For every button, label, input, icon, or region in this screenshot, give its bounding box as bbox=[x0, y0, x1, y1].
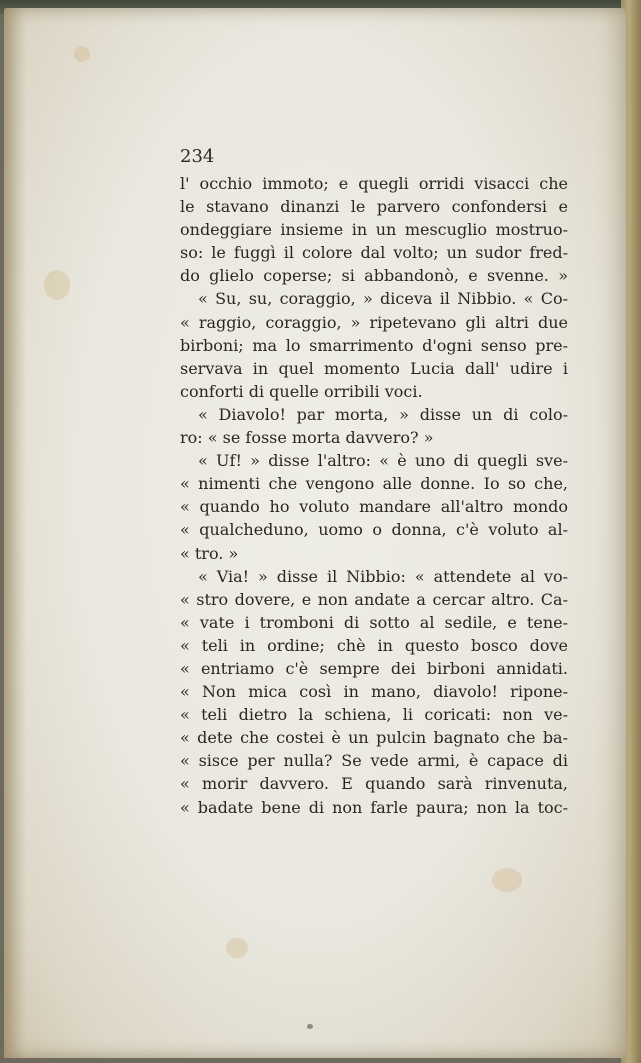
text-line: « Uf! » disse l'altro: « è uno di quegli sve- bbox=[198, 451, 568, 471]
text-line: « Non mica così in mano, diavolo! ripone- bbox=[180, 682, 568, 702]
text-line: « Via! » disse il Nibbio: « attendete al vo- bbox=[198, 566, 568, 586]
text-line: « badate bene di non farle paura; non la toc- bbox=[180, 797, 568, 817]
page-ornament bbox=[307, 1024, 313, 1029]
text-line: le stavano dinanzi le parvero confondersi e bbox=[180, 197, 568, 217]
text-line: birboni; ma lo smarrimento d'ogni senso pre- bbox=[180, 335, 568, 355]
text-line: « Diavolo! par morta, » disse un di colo- bbox=[198, 404, 568, 424]
text-line: « entriamo c'è sempre dei birboni annidati. bbox=[180, 658, 568, 678]
text-line: « quando ho voluto mandare all'altro mondo bbox=[180, 497, 568, 517]
text-line: conforti di quelle orribili voci. bbox=[180, 381, 423, 401]
text-line: « qualcheduno, uomo o donna, c'è voluto al- bbox=[180, 520, 568, 540]
text-line: « Su, su, coraggio, » diceva il Nibbio. « Co- bbox=[198, 289, 568, 309]
text-line: « sisce per nulla? Se vede armi, è capace di bbox=[180, 751, 568, 771]
text-line: « tro. » bbox=[180, 543, 239, 563]
page-number: 234 bbox=[180, 146, 215, 167]
text-line: « dete che costei è un pulcin bagnato che ba- bbox=[180, 728, 568, 748]
text-line: « raggio, coraggio, » ripetevano gli altri due bbox=[180, 312, 568, 332]
text-line: do glielo coperse; si abbandonò, e svenne. » bbox=[180, 266, 568, 286]
text-line: l' occhio immoto; e quegli orridi visacci che bbox=[180, 174, 568, 193]
text-line: « teli in ordine; chè in questo bosco dove bbox=[180, 635, 568, 655]
text-line: « stro dovere, e non andate a cercar altro. Ca- bbox=[180, 589, 568, 609]
page-text bbox=[180, 172, 568, 819]
text-line: « teli dietro la schiena, li coricati: non ve- bbox=[180, 705, 568, 725]
text-line: « morir davvero. E quando sarà rinvenuta, bbox=[180, 774, 568, 794]
text-line: « vate i tromboni di sotto al sedile, e tene- bbox=[180, 612, 568, 632]
paper-stain bbox=[492, 868, 522, 892]
text-line: servava in quel momento Lucia dall' udire i bbox=[180, 358, 568, 378]
text-line: so: le fuggì il colore dal volto; un sudor fred- bbox=[180, 243, 568, 263]
paper-stain bbox=[226, 938, 248, 958]
text-line: « nimenti che vengono alle donne. Io so che, bbox=[180, 474, 568, 494]
paper-stain bbox=[74, 46, 90, 62]
page-gutter-shadow bbox=[4, 8, 26, 1058]
text-line: ondeggiare insieme in un mescuglio mostruo- bbox=[180, 220, 568, 240]
paper-stain bbox=[44, 270, 70, 300]
text-line: ro: « se fosse morta davvero? » bbox=[180, 428, 434, 448]
